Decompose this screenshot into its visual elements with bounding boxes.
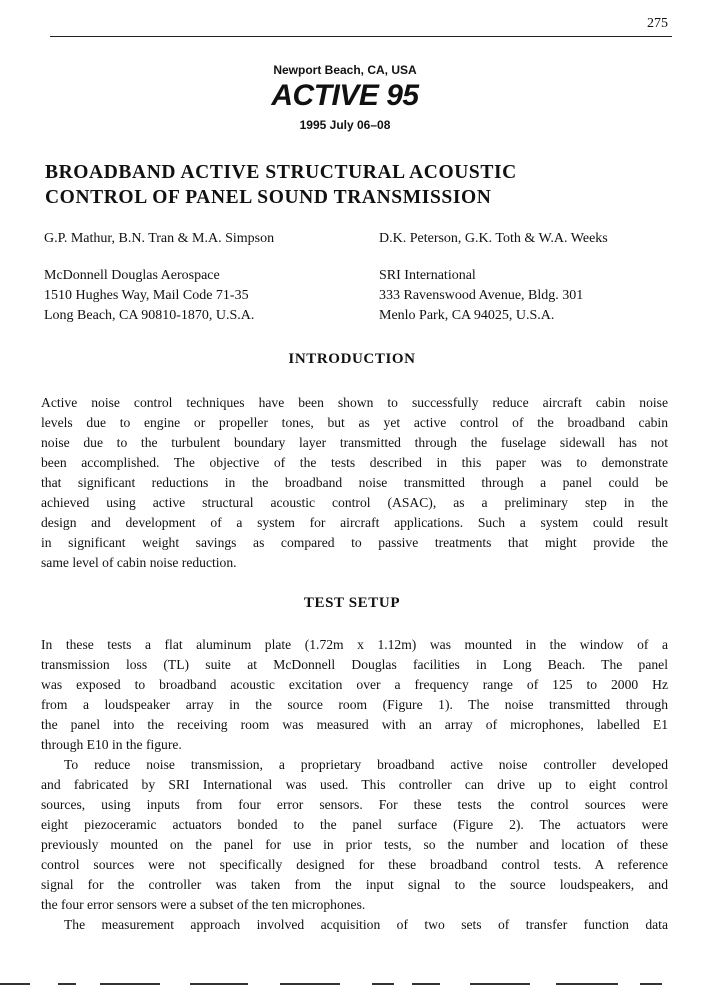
text-line: and fabricated by SRI International was used. This controller can drive up to eight control bbox=[41, 777, 668, 792]
text-line: the panel into the receiving room was measured with an array of microphones, labelled E1 bbox=[41, 717, 668, 732]
title-line: BROADBAND ACTIVE STRUCTURAL ACOUSTIC bbox=[45, 162, 517, 183]
text-line: previously mounted on the panel for use in prior tests, so the number and location of these bbox=[41, 837, 668, 852]
text-line: from a loudspeaker array in the source room (Figure 1). The noise transmitted through bbox=[41, 697, 668, 712]
text-line: signal for the controller was taken from the input signal to the source loudspeakers, and bbox=[41, 877, 668, 892]
author-names-right: D.K. Peterson, G.K. Toth & W.A. Weeks bbox=[379, 231, 608, 246]
conference-dates: 1995 July 06–08 bbox=[299, 118, 391, 132]
text-line: In these tests a flat aluminum plate (1.72m x 1.12m) was mounted in the window of a bbox=[41, 637, 668, 652]
text-line: been accomplished. The objective of the tests described in this paper was to demonstrate bbox=[41, 455, 668, 470]
bottom-scan-marks bbox=[0, 983, 704, 986]
section-heading-introduction: INTRODUCTION bbox=[288, 351, 416, 367]
affiliation-line: 1510 Hughes Way, Mail Code 71-35 bbox=[44, 288, 249, 303]
text-line: achieved using active structural acoustic control (ASAC), as a preliminary step in the bbox=[41, 495, 668, 510]
test-setup-body bbox=[41, 635, 668, 935]
title-line: CONTROL OF PANEL SOUND TRANSMISSION bbox=[45, 187, 492, 208]
header-rule bbox=[50, 36, 672, 37]
text-line: through E10 in the figure. bbox=[41, 737, 182, 752]
text-line: was exposed to broadband acoustic excitation over a frequency range of 125 to 2000 Hz bbox=[41, 677, 668, 692]
text-line: Active noise control techniques have been shown to successfully reduce aircraft cabin noise bbox=[41, 395, 668, 410]
text-line: sources, using inputs from four error sensors. For these tests the control sources were bbox=[41, 797, 668, 812]
affiliation-line: Menlo Park, CA 94025, U.S.A. bbox=[379, 308, 555, 323]
affiliation-line: McDonnell Douglas Aerospace bbox=[44, 268, 220, 283]
text-line: that significant reductions in the broadband noise transmitted through a panel could be bbox=[41, 475, 668, 490]
text-line: control sources were not specifically designed for these broadband control tests. A reference bbox=[41, 857, 668, 872]
text-line: levels due to engine or propeller tones, but as yet active control of the broadband cabin bbox=[41, 415, 668, 430]
affiliation-left bbox=[44, 266, 254, 326]
introduction-paragraph bbox=[41, 393, 668, 573]
page-number: 275 bbox=[647, 16, 668, 31]
affiliation-right bbox=[379, 266, 583, 326]
text-line: noise due to the turbulent boundary layer transmitted through the fuselage sidewall has not bbox=[41, 435, 668, 450]
text-line: transmission loss (TL) suite at McDonnell Douglas facilities in Long Beach. The panel bbox=[41, 657, 668, 672]
paper-title bbox=[45, 160, 517, 210]
text-line: design and development of a system for aircraft applications. Such a system could result bbox=[41, 515, 668, 530]
section-heading-test-setup: TEST SETUP bbox=[303, 595, 401, 611]
text-line: the four error sensors were a subset of the ten microphones. bbox=[41, 897, 366, 912]
affiliation-line: 333 Ravenswood Avenue, Bldg. 301 bbox=[379, 288, 584, 303]
affiliation-line: Long Beach, CA 90810-1870, U.S.A. bbox=[44, 308, 255, 323]
text-line: same level of cabin noise reduction. bbox=[41, 555, 237, 570]
text-line: eight piezoceramic actuators bonded to the panel surface (Figure 2). The actuators were bbox=[41, 817, 668, 832]
text-line: To reduce noise transmission, a proprietary broadband active noise controller developed bbox=[64, 757, 668, 772]
text-line: in significant weight savings as compared to passive treatments that might provide the bbox=[41, 535, 668, 550]
conference-name: ACTIVE 95 bbox=[271, 79, 419, 112]
conference-location: Newport Beach, CA, USA bbox=[273, 63, 417, 77]
text-line: The measurement approach involved acquisition of two sets of transfer function data bbox=[64, 917, 668, 932]
author-names-left: G.P. Mathur, B.N. Tran & M.A. Simpson bbox=[44, 231, 275, 246]
affiliation-line: SRI International bbox=[379, 268, 476, 283]
